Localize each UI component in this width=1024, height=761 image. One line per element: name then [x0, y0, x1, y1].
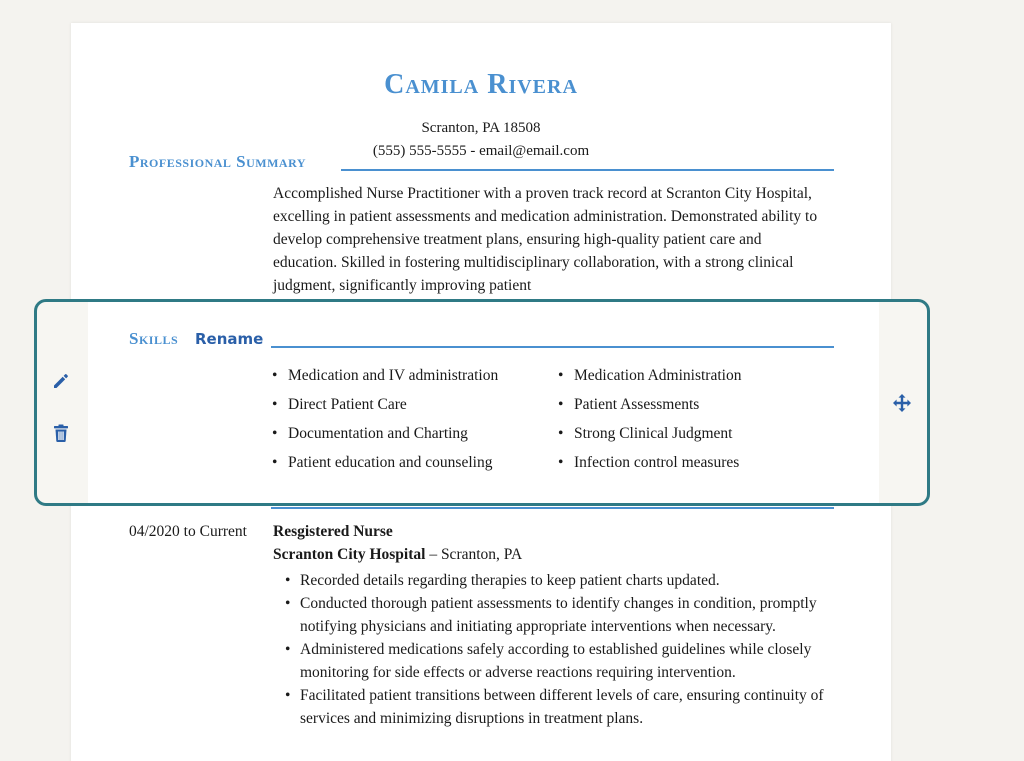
skill-item[interactable]: • Strong Clinical Judgment — [558, 424, 818, 453]
pencil-icon[interactable] — [50, 370, 72, 392]
summary-rule — [341, 169, 834, 171]
skill-item[interactable]: • Medication Administration — [558, 366, 818, 395]
job-bullets — [300, 569, 840, 730]
job-bullet[interactable]: • Conducted thorough patient assessments to identify changes in condition, promptly notifying physicians and initiating appropriate interventions when necessary. — [300, 592, 840, 638]
job-employer-line[interactable] — [273, 546, 522, 564]
job-employer: Scranton City Hospital — [273, 546, 426, 563]
job-bullet[interactable]: • Administered medications safely according to established guidelines while closely monitoring for side effects or adverse reactions requiring intervention. — [300, 638, 840, 684]
summary-text[interactable]: Accomplished Nurse Practitioner with a proven track record at Scranton City Hospital, excelling in patient assessments and medication administration. Demonstrated ability to develop comprehensive treatment plans, ensuring high-quality patient care and education. Skilled in fostering multidisciplinary collaboration, with a strong clinical judgment, significantly improving patient — [273, 185, 818, 294]
job-title[interactable]: Resgistered Nurse — [273, 523, 393, 540]
resume-address[interactable]: Scranton, PA 18508 — [421, 120, 541, 136]
skill-item[interactable]: • Infection control measures — [558, 453, 818, 482]
job-date[interactable]: 04/2020 to Current — [129, 523, 247, 540]
summary-heading[interactable]: Professional Summary — [129, 152, 307, 171]
job-location: – Scranton, PA — [425, 546, 523, 563]
move-icon[interactable] — [891, 392, 913, 414]
skill-item[interactable]: • Medication and IV administration — [272, 366, 552, 395]
skill-item[interactable]: • Documentation and Charting — [272, 424, 552, 453]
job-bullet[interactable]: • Recorded details regarding therapies to keep patient charts updated. — [300, 569, 840, 592]
resume-contact[interactable]: (555) 555-5555 - email@email.com — [372, 143, 590, 159]
trash-icon[interactable] — [50, 422, 72, 444]
skills-list-left — [272, 366, 552, 482]
skill-item[interactable]: • Patient education and counseling — [272, 453, 552, 482]
job-bullet[interactable]: • Facilitated patient transitions between different levels of care, ensuring continuity of services and minimizing disruptions in treatment plans. — [300, 684, 840, 730]
skills-list-right — [558, 366, 818, 482]
rename-button[interactable]: Rename — [195, 330, 264, 348]
skill-item[interactable]: • Patient Assessments — [558, 395, 818, 424]
skills-heading[interactable]: Skills — [129, 329, 179, 348]
resume-name[interactable]: Camila Rivera — [384, 69, 578, 100]
skill-item[interactable]: • Direct Patient Care — [272, 395, 552, 424]
experience-rule — [271, 507, 834, 509]
skills-rule — [271, 346, 834, 348]
